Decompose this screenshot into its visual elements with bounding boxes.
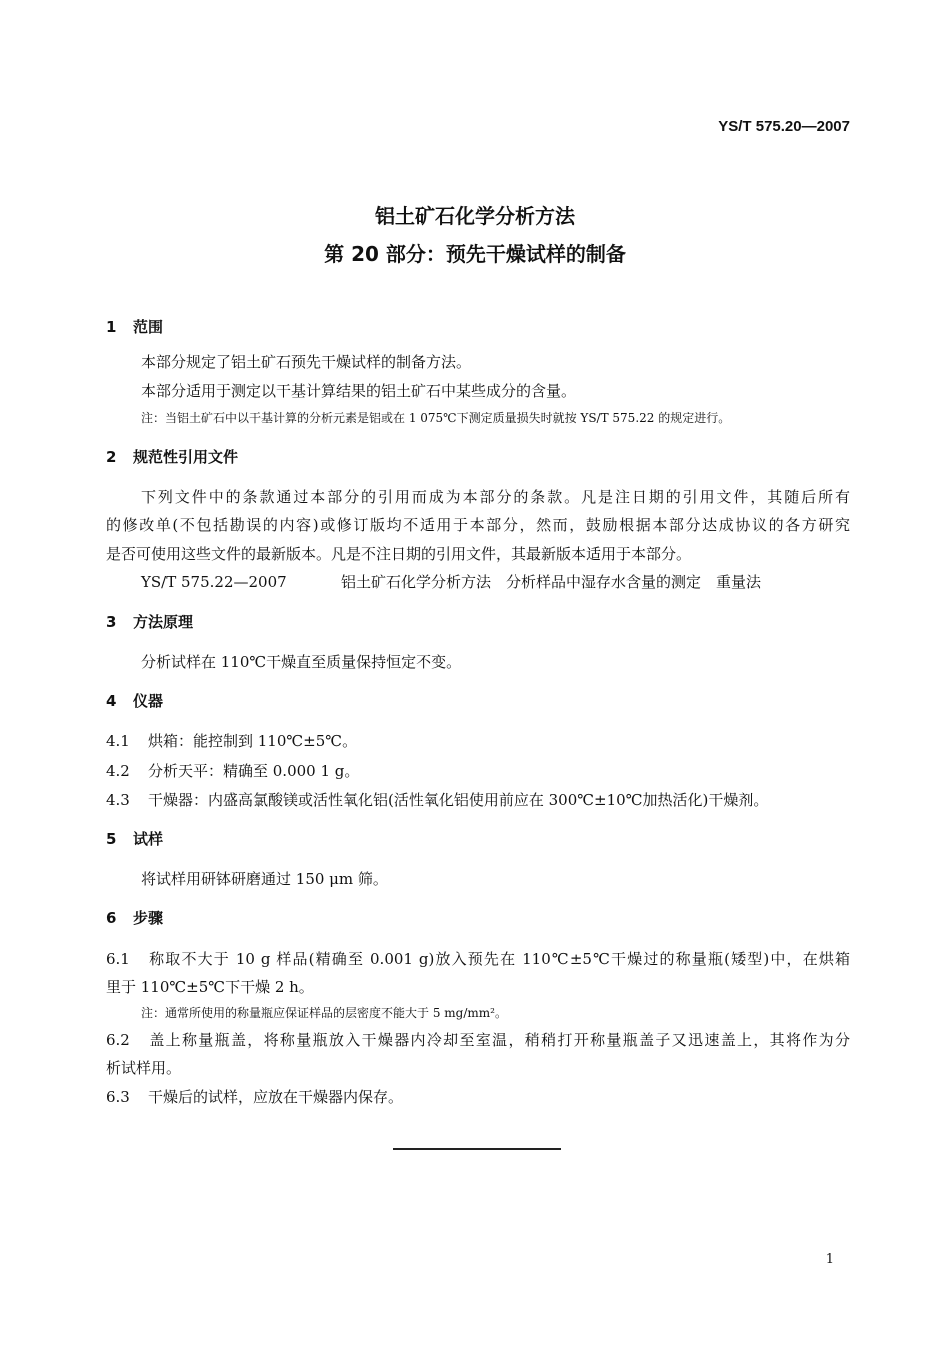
section-heading-principle	[106, 611, 193, 632]
section-number: 4	[106, 692, 117, 710]
document-title: 铝土矿石化学分析方法	[375, 204, 575, 228]
clause-item	[106, 1086, 403, 1107]
clause-item	[106, 789, 768, 810]
document-subtitle: 第 20 部分：预先干燥试样的制备	[324, 242, 626, 266]
clause-item	[106, 730, 357, 751]
section-title: 方法原理	[133, 613, 194, 631]
paragraph-line: 的修改单(不包括勘误的内容)或修订版均不适用于本部分，然而，鼓励根据本部分达成协议的各方研究	[106, 516, 850, 534]
clause-text: 干燥器：内盛高氯酸镁或活性氧化铝(活性氧化铝使用前应在 300℃±10℃加热活化)干燥剂。	[148, 791, 769, 809]
section-number: 2	[106, 448, 117, 466]
clause-number: 6.2	[106, 1031, 130, 1049]
note: 注：通常所使用的称量瓶应保证样品的层密度不能大于 5 mg/mm²。	[141, 1006, 507, 1020]
section-title: 规范性引用文件	[133, 448, 239, 466]
clause-item	[106, 1029, 850, 1050]
clause-text: 分析天平：精确至 0.000 1 g。	[148, 762, 360, 780]
paragraph-line: 是否可使用这些文件的最新版本。凡是不注日期的引用文件，其最新版本适用于本部分。	[106, 545, 692, 563]
clause-line	[106, 1029, 850, 1050]
clause-line: 析试样用。	[106, 1059, 182, 1077]
section-title: 仪器	[133, 692, 164, 710]
section-number: 5	[106, 830, 117, 848]
paragraph: 本部分规定了铝土矿石预先干燥试样的制备方法。	[141, 353, 472, 371]
clause-item	[106, 760, 359, 781]
section-number: 1	[106, 318, 117, 336]
section-number: 3	[106, 613, 117, 631]
paragraph: 本部分适用于测定以干基计算结果的铝土矿石中某些成分的含量。	[141, 382, 577, 400]
section-heading-apparatus	[106, 690, 163, 711]
section-title: 试样	[133, 830, 164, 848]
end-divider	[393, 1148, 561, 1150]
section-number: 6	[106, 909, 117, 927]
section-title: 步骤	[133, 909, 164, 927]
clause-number: 4.1	[106, 732, 130, 750]
clause-text: 干燥后的试样，应放在干燥器内保存。	[148, 1088, 404, 1106]
clause-item	[106, 948, 850, 969]
clause-number: 6.1	[106, 950, 130, 968]
clause-line	[106, 948, 850, 969]
section-heading-procedure	[106, 907, 163, 928]
reference-code: YS/T 575.22—2007	[141, 573, 287, 591]
section-title: 范围	[133, 318, 164, 336]
clause-line: 里于 110℃±5℃下干燥 2 h。	[106, 978, 314, 996]
paragraph: 分析试样在 110℃干燥直至质量保持恒定不变。	[141, 653, 462, 671]
clause-text: 烘箱：能控制到 110℃±5℃。	[148, 732, 358, 750]
paragraph: 将试样用研钵研磨通过 150 μm 筛。	[141, 870, 388, 888]
page-number: 1	[825, 1252, 834, 1267]
note: 注：当铝土矿石中以干基计算的分析元素是铝或在 1 075℃下测定质量损失时就按 YS/T 575.22 的规定进行。	[141, 411, 731, 425]
clause-text: 称取不大于 10 g 样品(精确至 0.001 g)放入预先在 110℃±5℃干燥过的称量瓶(矮型)中，在烘箱	[148, 950, 850, 968]
section-heading-normative-references	[106, 446, 238, 467]
clause-number: 4.3	[106, 791, 130, 809]
clause-number: 4.2	[106, 762, 130, 780]
reference-title: 铝土矿石化学分析方法 分析样品中湿存水含量的测定 重量法	[341, 573, 762, 591]
clause-text: 盖上称量瓶盖，将称量瓶放入干燥器内冷却至室温，稍稍打开称量瓶盖子又迅速盖上，其将作为分	[148, 1031, 850, 1049]
reference-entry	[141, 571, 761, 592]
section-heading-sample	[106, 828, 163, 849]
standard-code: YS/T 575.20—2007	[718, 118, 850, 135]
clause-number: 6.3	[106, 1088, 130, 1106]
paragraph-line: 下列文件中的条款通过本部分的引用而成为本部分的条款。凡是注日期的引用文件，其随后所有	[141, 488, 850, 506]
section-heading-scope	[106, 316, 163, 337]
